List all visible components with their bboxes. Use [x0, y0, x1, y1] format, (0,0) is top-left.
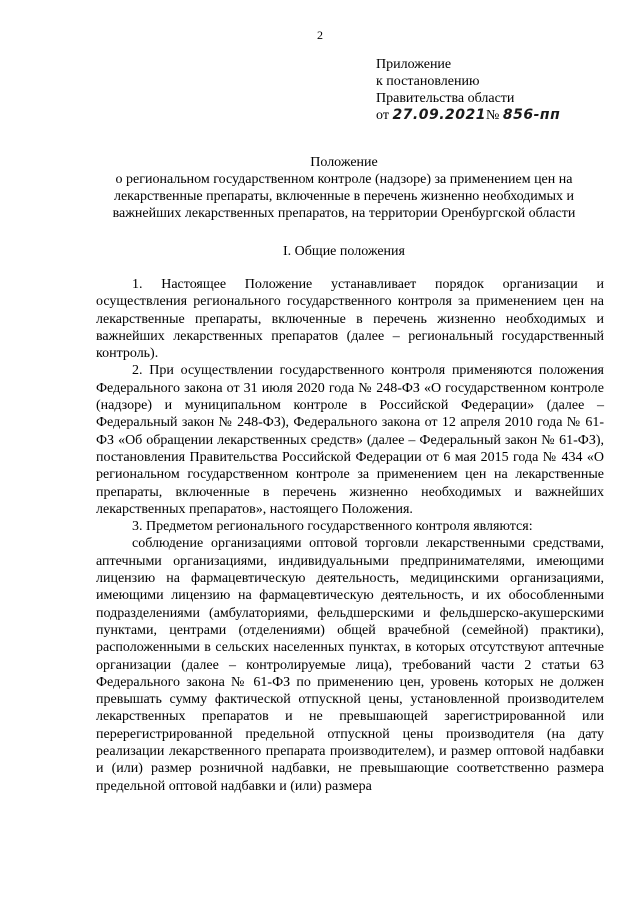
document-title: Положение — [310, 155, 378, 170]
date-prefix: от — [376, 108, 389, 123]
document-title-block — [80, 154, 608, 222]
handwritten-date: 27.09.2021 — [392, 107, 487, 123]
paragraph-2: 2. При осуществлении государственного контроля применяются положения Федерального закона от 31 июля 2020 года № 248-ФЗ «О государственном контроле (надзоре) и муниципальном контроле в Российской Федерации» (далее – Федеральный закон № 248-ФЗ), Федерального закона от 12 апреля 2010 года № 61-ФЗ «Об обращении лекарственных средств» (далее – Федеральный закон № 61-ФЗ), постановления Правительства Российской Федерации от 6 мая 2015 года № 434 «О региональном государственном контроле за применением цен на лекарственные препараты, включенные в перечень жизненно необходимых и важнейших лекарственных препаратов», настоящего Положения. — [96, 363, 604, 517]
paragraph-3: 3. Предметом регионального государственного контроля являются: — [132, 519, 533, 535]
appendix-line-1: Приложение — [376, 57, 452, 72]
number-prefix: № — [486, 108, 500, 123]
section-heading: I. Общие положения — [283, 244, 405, 259]
appendix-line-3: Правительства области — [376, 91, 515, 106]
appendix-line-2: к постановлению — [376, 74, 480, 89]
appendix-date-line — [376, 107, 560, 124]
paragraph-4: соблюдение организациями оптовой торговли лекарственными средствами, аптечными организациями, индивидуальными предпринимателями, имеющими лицензию на фармацевтическую деятельность, медицинскими организациями, имеющими лицензию на фармацевтическую деятельность, и их обособленными подразделениями (амбулаториями, фельдшерскими и фельдшерско-акушерскими пунктами, центрами (отделениями) общей врачебной (семейной) практики), расположенными в сельских населенных пунктах, в которых отсутствуют аптечные организации (далее – контролируемые лица), требований части 2 статьи 63 Федерального закона № 61-ФЗ по применению цен, уровень которых не должен превышать сумму фактической отпускной цены, установленной производителем лекарственных препаратов и не превышающей зарегистрированной или перерегистрированной предельной отпускной цены производителя (на дату реализации лекарственного препарата производителем), и размер оптовой надбавки и (или) размер розничной надбавки, не превышающие соответственно размера предельной оптовой надбавки и (или) размера — [96, 536, 604, 794]
document-body — [96, 276, 604, 795]
document-subtitle: о региональном государственном контроле (надзоре) за применением цен на лекарственные препараты, включенные в перечень жизненно необходимых и важнейших лекарственных препаратов, на территории Оренбургской области — [112, 172, 576, 221]
paragraph-1: 1. Настоящее Положение устанавливает порядок организации и осуществления регионального государственного контроля за применением цен на лекарственные препараты, включенные в перечень жизненно необходимых и важнейших лекарственных препаратов (далее – региональный государственный контроль). — [96, 277, 604, 362]
page-number: 2 — [317, 28, 323, 42]
handwritten-number: 856-пп — [502, 107, 561, 123]
appendix-block — [376, 56, 560, 124]
